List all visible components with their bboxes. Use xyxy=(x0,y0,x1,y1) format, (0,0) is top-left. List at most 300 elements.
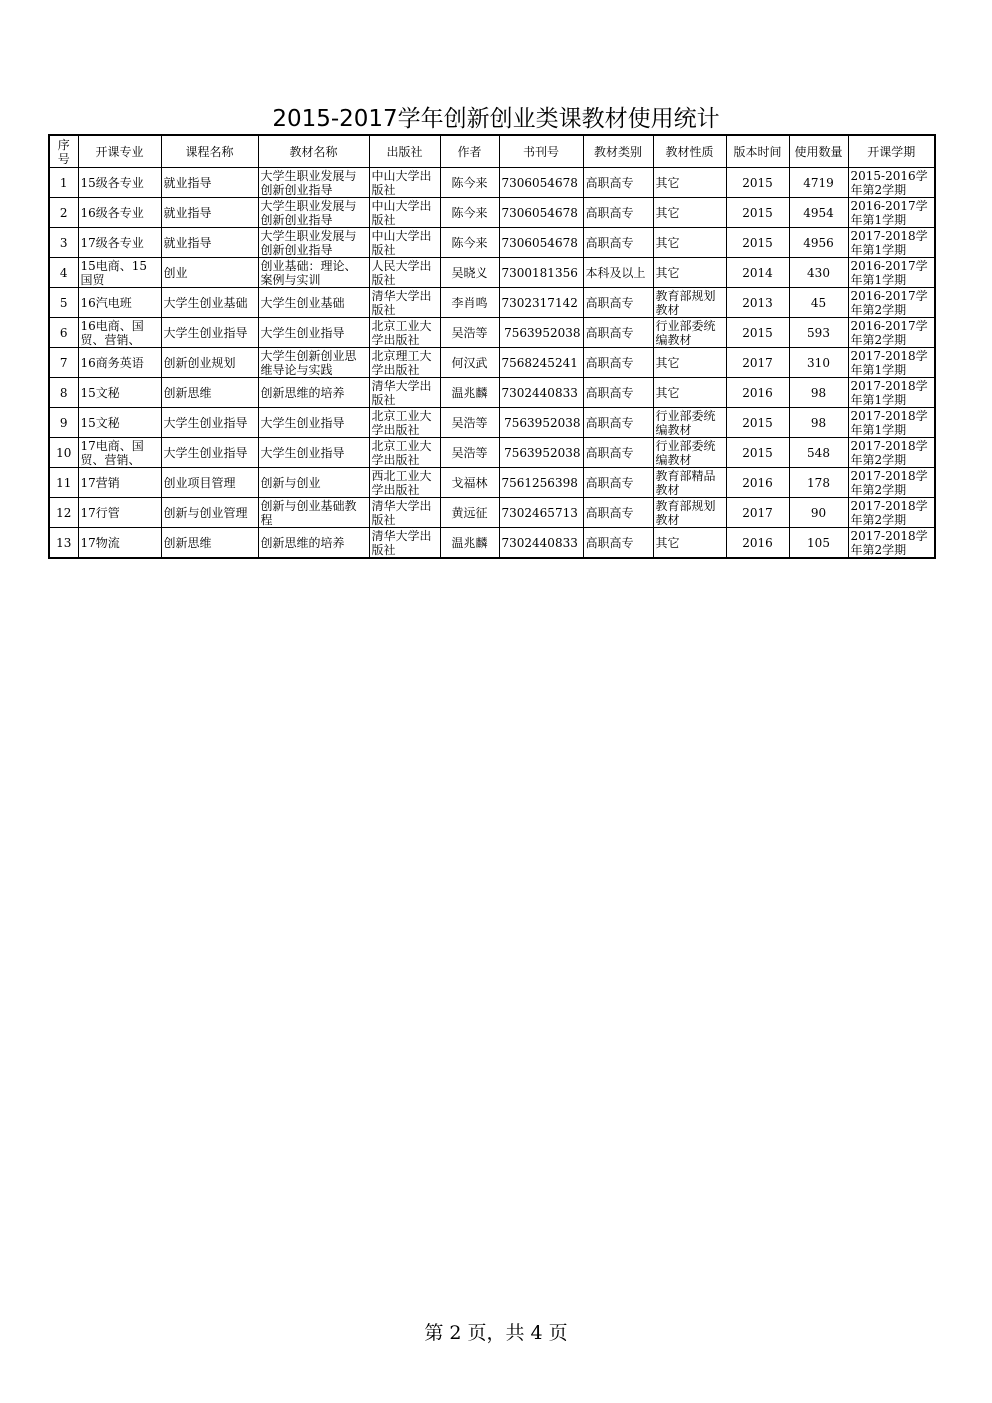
cell-text: 310 xyxy=(807,355,830,370)
cell-col-semester xyxy=(848,228,935,258)
cell-text: 11 xyxy=(56,475,72,490)
cell-col-index xyxy=(49,258,78,288)
cell-col-category xyxy=(583,468,653,498)
cell-text: 7561256398 xyxy=(501,475,578,490)
cell-text: 创新思维的培养 xyxy=(260,385,345,400)
cell-text: 陈今来 xyxy=(451,235,488,250)
cell-text: 大学生创业指导 xyxy=(163,445,248,460)
textbook-table xyxy=(48,134,936,559)
cell-text: 4719 xyxy=(803,175,834,190)
header-col-nature: 教材性质 xyxy=(653,135,726,168)
cell-col-semester xyxy=(848,168,935,198)
cell-text: 行业部委统编教材 xyxy=(655,438,716,467)
cell-text: 其它 xyxy=(655,205,680,220)
cell-text: 7300181356 xyxy=(501,265,578,280)
table-row xyxy=(49,288,935,318)
cell-text: 16汽电班 xyxy=(80,295,132,310)
cell-text: 16商务英语 xyxy=(80,355,144,370)
cell-text: 8 xyxy=(59,385,68,400)
cell-text: 北京理工大学出版社 xyxy=(371,348,432,377)
cell-text: 17营销 xyxy=(80,475,120,490)
header-col-major: 开课专业 xyxy=(78,135,161,168)
cell-text: 吴浩等 xyxy=(451,445,488,460)
cell-col-semester xyxy=(848,528,935,559)
cell-col-isbn xyxy=(499,378,583,408)
cell-text: 7302465713 xyxy=(501,505,578,520)
cell-col-isbn xyxy=(499,258,583,288)
cell-text: 就业指导 xyxy=(163,205,212,220)
table-row xyxy=(49,198,935,228)
cell-col-index xyxy=(49,438,78,468)
cell-text: 陈今来 xyxy=(451,205,488,220)
cell-text: 2016 xyxy=(742,475,773,490)
cell-text: 其它 xyxy=(655,385,680,400)
cell-col-textbook xyxy=(258,498,369,528)
cell-col-textbook xyxy=(258,318,369,348)
cell-col-author xyxy=(440,288,499,318)
cell-col-quantity xyxy=(789,318,848,348)
cell-col-publisher xyxy=(369,438,440,468)
cell-col-semester xyxy=(848,468,935,498)
cell-col-edition xyxy=(726,408,789,438)
table-row xyxy=(49,318,935,348)
cell-text: 2016 xyxy=(742,535,773,550)
cell-text: 李肖鸣 xyxy=(451,295,488,310)
cell-text: 行业部委统编教材 xyxy=(655,408,716,437)
cell-text: 大学生创业基础 xyxy=(163,295,248,310)
cell-text: 创业项目管理 xyxy=(163,475,236,490)
cell-text: 高职高专 xyxy=(585,505,634,520)
cell-col-isbn xyxy=(499,318,583,348)
header-col-isbn: 书刊号 xyxy=(499,135,583,168)
cell-col-author xyxy=(440,378,499,408)
cell-text: 教育部精品教材 xyxy=(655,468,716,497)
header-col-edition: 版本时间 xyxy=(726,135,789,168)
cell-col-major xyxy=(78,468,161,498)
cell-col-quantity xyxy=(789,528,848,559)
table-row xyxy=(49,228,935,258)
cell-col-publisher xyxy=(369,378,440,408)
cell-col-author xyxy=(440,438,499,468)
cell-col-isbn xyxy=(499,168,583,198)
cell-text: 2016-2017学年第2学期 xyxy=(850,318,928,347)
cell-text: 创新思维 xyxy=(163,385,212,400)
header-col-publisher: 出版社 xyxy=(369,135,440,168)
cell-text: 其它 xyxy=(655,235,680,250)
cell-col-category xyxy=(583,168,653,198)
cell-col-edition xyxy=(726,288,789,318)
cell-col-author xyxy=(440,198,499,228)
cell-col-nature xyxy=(653,408,726,438)
cell-text: 大学生创业基础 xyxy=(260,295,345,310)
cell-col-category xyxy=(583,198,653,228)
cell-col-textbook xyxy=(258,288,369,318)
cell-col-category xyxy=(583,288,653,318)
cell-col-course xyxy=(161,468,258,498)
cell-text: 其它 xyxy=(655,265,680,280)
cell-text: 9 xyxy=(59,415,68,430)
cell-text: 15级各专业 xyxy=(80,175,144,190)
cell-text: 10 xyxy=(56,445,72,460)
cell-col-major xyxy=(78,318,161,348)
cell-col-course xyxy=(161,498,258,528)
cell-col-textbook xyxy=(258,468,369,498)
cell-text: 温兆麟 xyxy=(451,385,488,400)
cell-col-isbn xyxy=(499,438,583,468)
cell-col-index xyxy=(49,288,78,318)
cell-col-nature xyxy=(653,468,726,498)
cell-text: 高职高专 xyxy=(585,385,634,400)
cell-text: 2015 xyxy=(742,235,773,250)
cell-text: 4954 xyxy=(803,205,834,220)
cell-text: 本科及以上 xyxy=(585,265,646,280)
cell-text: 黄远征 xyxy=(451,505,488,520)
cell-text: 2013 xyxy=(742,295,773,310)
cell-col-course xyxy=(161,348,258,378)
cell-col-quantity xyxy=(789,168,848,198)
cell-text: 7306054678 xyxy=(501,175,578,190)
cell-col-textbook xyxy=(258,408,369,438)
cell-text: 2015 xyxy=(742,445,773,460)
cell-col-isbn xyxy=(499,288,583,318)
cell-col-author xyxy=(440,168,499,198)
cell-col-category xyxy=(583,318,653,348)
cell-text: 2017-2018学年第1学期 xyxy=(850,228,928,257)
cell-col-nature xyxy=(653,228,726,258)
cell-col-textbook xyxy=(258,228,369,258)
cell-col-nature xyxy=(653,288,726,318)
cell-col-course xyxy=(161,438,258,468)
cell-col-textbook xyxy=(258,168,369,198)
cell-text: 2015 xyxy=(742,175,773,190)
cell-col-course xyxy=(161,258,258,288)
cell-text: 中山大学出版社 xyxy=(371,168,432,197)
cell-text: 2015 xyxy=(742,205,773,220)
cell-text: 2015 xyxy=(742,415,773,430)
cell-text: 高职高专 xyxy=(585,445,634,460)
cell-col-edition xyxy=(726,228,789,258)
cell-text: 2014 xyxy=(742,265,773,280)
cell-text: 高职高专 xyxy=(585,235,634,250)
cell-col-edition xyxy=(726,348,789,378)
cell-col-publisher xyxy=(369,198,440,228)
cell-text: 大学生创业指导 xyxy=(260,415,345,430)
cell-col-major xyxy=(78,258,161,288)
cell-col-publisher xyxy=(369,408,440,438)
cell-col-textbook xyxy=(258,438,369,468)
cell-text: 17电商、国贸、营销、 xyxy=(80,438,144,467)
cell-text: 2017 xyxy=(742,505,773,520)
cell-col-isbn xyxy=(499,228,583,258)
cell-text: 17物流 xyxy=(80,535,120,550)
cell-text: 45 xyxy=(810,295,827,310)
cell-col-textbook xyxy=(258,528,369,559)
header-col-quantity: 使用数量 xyxy=(789,135,848,168)
table-row xyxy=(49,498,935,528)
cell-col-quantity xyxy=(789,378,848,408)
cell-col-publisher xyxy=(369,258,440,288)
header-col-category: 教材类别 xyxy=(583,135,653,168)
cell-text: 创业基础：理论、案例与实训 xyxy=(260,258,357,287)
cell-col-category xyxy=(583,228,653,258)
cell-text: 7563952038 xyxy=(504,445,581,460)
cell-text: 7306054678 xyxy=(501,205,578,220)
page-footer: 第 2 页，共 4 页 xyxy=(424,1322,568,1344)
cell-col-major xyxy=(78,528,161,559)
cell-col-edition xyxy=(726,438,789,468)
cell-text: 陈今来 xyxy=(451,175,488,190)
cell-text: 430 xyxy=(807,265,830,280)
cell-col-author xyxy=(440,408,499,438)
cell-text: 高职高专 xyxy=(585,175,634,190)
cell-text: 戈福林 xyxy=(451,475,488,490)
cell-col-index xyxy=(49,468,78,498)
cell-col-author xyxy=(440,498,499,528)
cell-text: 6 xyxy=(59,325,68,340)
header-col-index: 序号 xyxy=(49,135,78,168)
cell-col-author xyxy=(440,318,499,348)
cell-text: 清华大学出版社 xyxy=(371,498,432,527)
cell-col-index xyxy=(49,318,78,348)
cell-col-author xyxy=(440,468,499,498)
cell-col-major xyxy=(78,348,161,378)
cell-text: 西北工业大学出版社 xyxy=(371,468,432,497)
cell-col-textbook xyxy=(258,198,369,228)
cell-text: 7302317142 xyxy=(501,295,578,310)
cell-text: 2016-2017学年第2学期 xyxy=(850,288,928,317)
cell-text: 创新与创业 xyxy=(260,475,321,490)
cell-col-semester xyxy=(848,318,935,348)
cell-text: 其它 xyxy=(655,535,680,550)
table-row xyxy=(49,528,935,559)
cell-text: 2017-2018学年第2学期 xyxy=(850,498,928,527)
cell-text: 创新与创业管理 xyxy=(163,505,248,520)
cell-text: 90 xyxy=(810,505,827,520)
cell-col-index xyxy=(49,528,78,559)
header-col-textbook: 教材名称 xyxy=(258,135,369,168)
cell-text: 2016-2017学年第1学期 xyxy=(850,258,928,287)
cell-text: 高职高专 xyxy=(585,325,634,340)
cell-text: 16电商、国贸、营销、 xyxy=(80,318,144,347)
cell-text: 人民大学出版社 xyxy=(371,258,432,287)
cell-col-edition xyxy=(726,498,789,528)
cell-text: 大学生创新创业思维导论与实践 xyxy=(260,348,357,377)
cell-col-index xyxy=(49,168,78,198)
table-header-row xyxy=(49,135,935,168)
cell-text: 创新创业规划 xyxy=(163,355,236,370)
cell-text: 创新与创业基础教程 xyxy=(260,498,357,527)
cell-col-category xyxy=(583,258,653,288)
cell-col-semester xyxy=(848,498,935,528)
cell-text: 教育部规划教材 xyxy=(655,498,716,527)
cell-col-nature xyxy=(653,198,726,228)
cell-col-quantity xyxy=(789,228,848,258)
cell-col-publisher xyxy=(369,498,440,528)
cell-text: 2017-2018学年第1学期 xyxy=(850,378,928,407)
cell-col-semester xyxy=(848,438,935,468)
cell-text: 创业 xyxy=(163,265,188,280)
cell-text: 12 xyxy=(56,505,72,520)
cell-text: 15电商、15国贸 xyxy=(80,258,148,287)
cell-col-textbook xyxy=(258,348,369,378)
table-row xyxy=(49,408,935,438)
cell-text: 就业指导 xyxy=(163,175,212,190)
cell-text: 大学生职业发展与创新创业指导 xyxy=(260,168,357,197)
cell-col-edition xyxy=(726,528,789,559)
cell-col-isbn xyxy=(499,498,583,528)
cell-col-publisher xyxy=(369,168,440,198)
cell-col-nature xyxy=(653,378,726,408)
cell-col-semester xyxy=(848,348,935,378)
cell-text: 2017-2018学年第2学期 xyxy=(850,468,928,497)
cell-text: 2015 xyxy=(742,325,773,340)
cell-col-category xyxy=(583,408,653,438)
cell-col-isbn xyxy=(499,408,583,438)
cell-text: 教育部规划教材 xyxy=(655,288,716,317)
cell-col-major xyxy=(78,378,161,408)
cell-text: 15文秘 xyxy=(80,385,120,400)
cell-text: 98 xyxy=(810,385,827,400)
cell-text: 1 xyxy=(59,175,68,190)
cell-col-nature xyxy=(653,528,726,559)
cell-text: 7302440833 xyxy=(501,385,578,400)
table-row xyxy=(49,168,935,198)
cell-text: 2017-2018学年第2学期 xyxy=(850,528,928,557)
cell-text: 7563952038 xyxy=(504,325,581,340)
cell-text: 4 xyxy=(59,265,68,280)
cell-col-edition xyxy=(726,378,789,408)
cell-text: 2015-2016学年第2学期 xyxy=(850,168,928,197)
cell-text: 7302440833 xyxy=(501,535,578,550)
cell-col-category xyxy=(583,498,653,528)
table-body xyxy=(49,168,935,559)
cell-text: 5 xyxy=(59,295,68,310)
cell-col-author xyxy=(440,258,499,288)
cell-col-nature xyxy=(653,498,726,528)
cell-text: 7568245241 xyxy=(501,355,578,370)
cell-col-quantity xyxy=(789,288,848,318)
cell-text: 中山大学出版社 xyxy=(371,228,432,257)
cell-text: 高职高专 xyxy=(585,535,634,550)
cell-text: 吴浩等 xyxy=(451,325,488,340)
cell-text: 北京工业大学出版社 xyxy=(371,408,432,437)
header-col-semester: 开课学期 xyxy=(848,135,935,168)
cell-col-semester xyxy=(848,378,935,408)
cell-col-index xyxy=(49,498,78,528)
cell-text: 13 xyxy=(56,535,72,550)
cell-text: 7563952038 xyxy=(504,415,581,430)
cell-text: 7306054678 xyxy=(501,235,578,250)
table-row xyxy=(49,378,935,408)
cell-col-category xyxy=(583,438,653,468)
cell-col-course xyxy=(161,378,258,408)
cell-text: 2 xyxy=(59,205,68,220)
cell-col-author xyxy=(440,348,499,378)
cell-text: 105 xyxy=(807,535,830,550)
cell-text: 593 xyxy=(807,325,830,340)
cell-col-textbook xyxy=(258,258,369,288)
cell-col-course xyxy=(161,528,258,559)
table-row xyxy=(49,258,935,288)
cell-text: 2017-2018学年第1学期 xyxy=(850,408,928,437)
cell-col-index xyxy=(49,198,78,228)
cell-col-index xyxy=(49,348,78,378)
cell-col-major xyxy=(78,408,161,438)
cell-text: 就业指导 xyxy=(163,235,212,250)
cell-text: 大学生创业指导 xyxy=(163,325,248,340)
cell-col-category xyxy=(583,348,653,378)
cell-text: 大学生创业指导 xyxy=(260,325,345,340)
cell-text: 清华大学出版社 xyxy=(371,288,432,317)
cell-text: 其它 xyxy=(655,355,680,370)
cell-col-publisher xyxy=(369,318,440,348)
cell-text: 高职高专 xyxy=(585,415,634,430)
cell-col-publisher xyxy=(369,288,440,318)
cell-col-quantity xyxy=(789,258,848,288)
cell-text: 北京工业大学出版社 xyxy=(371,318,432,347)
cell-text: 高职高专 xyxy=(585,475,634,490)
cell-text: 其它 xyxy=(655,175,680,190)
cell-col-publisher xyxy=(369,468,440,498)
header-col-author: 作者 xyxy=(440,135,499,168)
cell-col-course xyxy=(161,198,258,228)
header-col-course: 课程名称 xyxy=(161,135,258,168)
cell-text: 大学生职业发展与创新创业指导 xyxy=(260,198,357,227)
cell-col-major xyxy=(78,198,161,228)
cell-col-edition xyxy=(726,318,789,348)
cell-col-semester xyxy=(848,288,935,318)
cell-col-major xyxy=(78,288,161,318)
page-title: 2015-2017学年创新创业类课教材使用统计 xyxy=(272,106,720,132)
cell-col-publisher xyxy=(369,348,440,378)
cell-col-isbn xyxy=(499,528,583,559)
cell-col-quantity xyxy=(789,408,848,438)
cell-text: 何汉武 xyxy=(451,355,488,370)
cell-text: 创新思维的培养 xyxy=(260,535,345,550)
cell-col-edition xyxy=(726,258,789,288)
cell-col-nature xyxy=(653,318,726,348)
cell-text: 中山大学出版社 xyxy=(371,198,432,227)
table-row xyxy=(49,468,935,498)
cell-col-author xyxy=(440,528,499,559)
cell-col-isbn xyxy=(499,348,583,378)
cell-col-publisher xyxy=(369,528,440,559)
cell-text: 17行管 xyxy=(80,505,120,520)
cell-text: 吴晓义 xyxy=(451,265,488,280)
cell-col-course xyxy=(161,288,258,318)
cell-col-isbn xyxy=(499,468,583,498)
cell-col-isbn xyxy=(499,198,583,228)
cell-text: 2016 xyxy=(742,385,773,400)
cell-text: 4956 xyxy=(803,235,834,250)
cell-col-quantity xyxy=(789,438,848,468)
cell-col-category xyxy=(583,378,653,408)
cell-text: 548 xyxy=(807,445,830,460)
cell-text: 清华大学出版社 xyxy=(371,378,432,407)
cell-col-semester xyxy=(848,408,935,438)
cell-col-nature xyxy=(653,168,726,198)
cell-text: 吴浩等 xyxy=(451,415,488,430)
cell-col-category xyxy=(583,528,653,559)
cell-text: 创新思维 xyxy=(163,535,212,550)
cell-text: 15文秘 xyxy=(80,415,120,430)
cell-col-major xyxy=(78,438,161,468)
cell-text: 温兆麟 xyxy=(451,535,488,550)
cell-col-major xyxy=(78,168,161,198)
cell-text: 大学生创业指导 xyxy=(260,445,345,460)
table-row xyxy=(49,348,935,378)
table-row xyxy=(49,438,935,468)
